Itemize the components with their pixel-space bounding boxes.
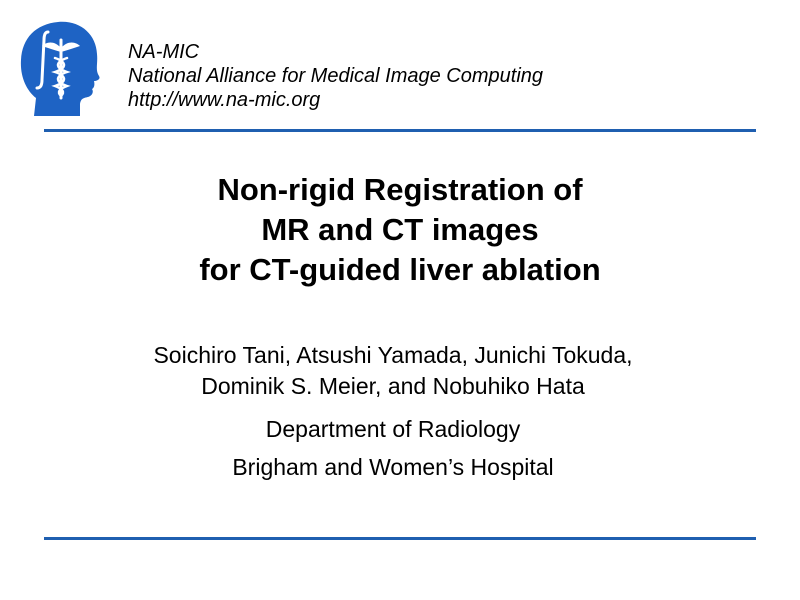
org-full-name: National Alliance for Medical Image Computing <box>128 65 544 87</box>
author-line: Soichiro Tani, Atsushi Yamada, Junichi Tokuda, <box>153 342 633 368</box>
namic-logo-icon <box>18 18 100 118</box>
author-line: Dominik S. Meier, and Nobuhiko Hata <box>201 373 585 399</box>
department-affiliation: Department of Radiology <box>265 416 521 442</box>
title-line: for CT-guided liver ablation <box>199 252 601 287</box>
author-list <box>0 340 786 402</box>
title-line: MR and CT images <box>261 212 539 247</box>
org-url-link[interactable]: http://www.na-mic.org <box>128 89 321 111</box>
hospital-affiliation: Brigham and Women’s Hospital <box>232 454 554 480</box>
footer-divider <box>44 537 756 540</box>
org-short-name: NA-MIC <box>128 41 200 63</box>
header-divider <box>44 129 756 132</box>
slide-title <box>0 170 800 290</box>
header-organization <box>128 40 543 112</box>
title-line: Non-rigid Registration of <box>217 172 583 207</box>
